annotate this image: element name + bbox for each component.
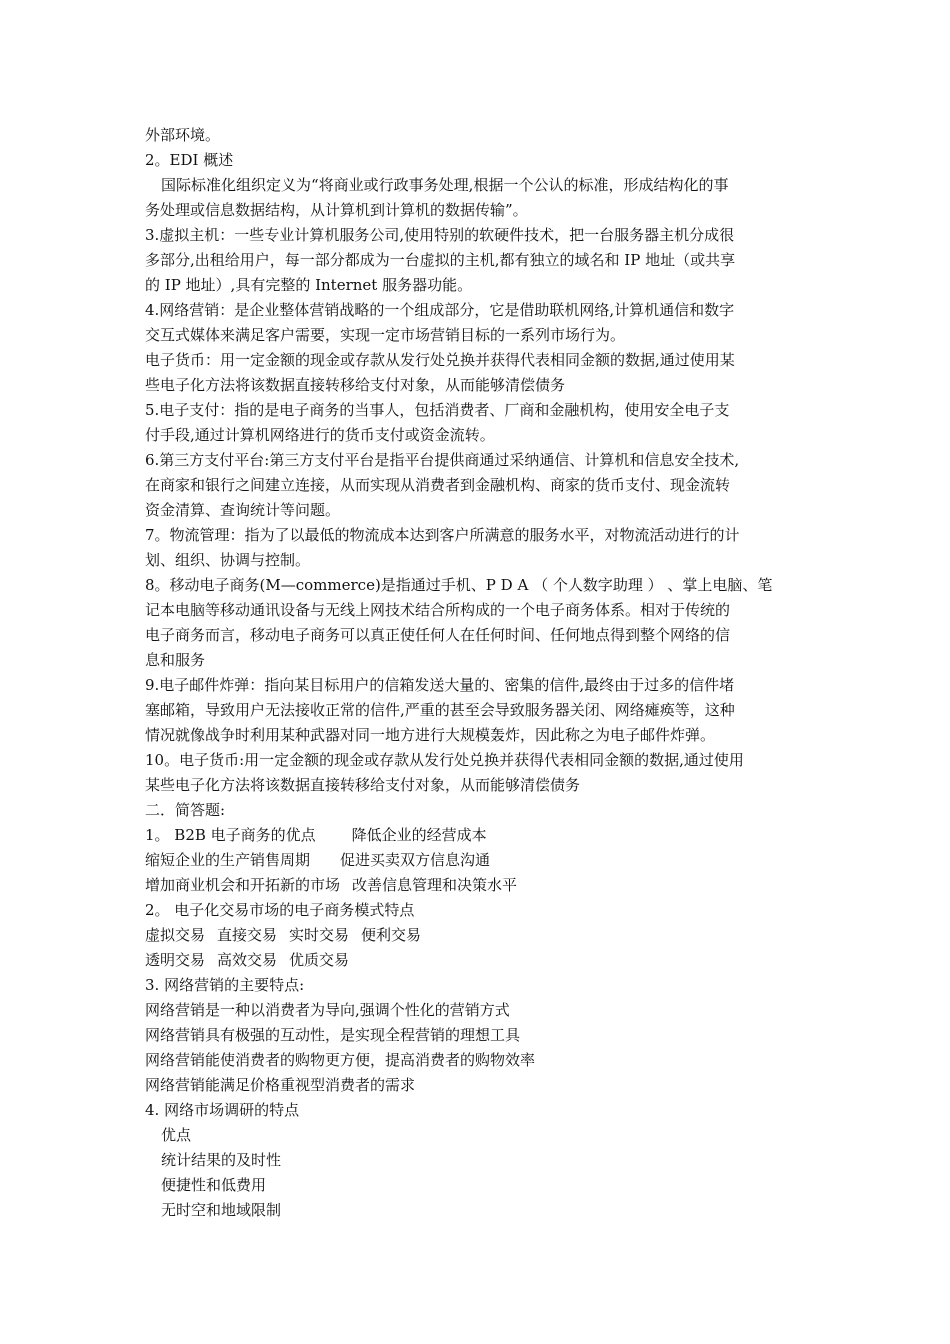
section-heading: 二．简答题: <box>145 801 226 819</box>
text-line: 某些电子化方法将该数据直接转移给支付对象，从而能够清偿债务 <box>145 776 581 794</box>
q4-item: 优点 <box>161 1126 192 1144</box>
text-line: 5.电子支付：指的是电子商务的当事人，包括消费者、厂商和金融机构，使用安全电子支 <box>145 401 730 419</box>
document-page <box>145 123 810 1223</box>
text-line: 划、组织、协调与控制。 <box>145 551 311 569</box>
q2-item: 优质交易 <box>289 951 350 969</box>
q2-item: 直接交易 <box>217 926 278 944</box>
q4-title: 4. 网络市场调研的特点 <box>145 1101 300 1119</box>
text-line: 情况就像战争时利用某种武器对同一地方进行大规模轰炸，因此称之为电子邮件炸弹。 <box>145 726 716 744</box>
q2-item: 便利交易 <box>361 926 422 944</box>
q2-item: 虚拟交易 <box>145 926 206 944</box>
text-line: 务处理或信息数据结构，从计算机到计算机的数据传输”。 <box>145 201 528 219</box>
q1-point: 降低企业的经营成本 <box>351 826 487 844</box>
text-line: 资金清算、查询统计等问题。 <box>145 501 341 519</box>
text-line: 4.网络营销：是企业整体营销战略的一个组成部分，它是借助联机网络,计算机通信和数字 <box>145 301 735 319</box>
text-line: 多部分,出租给用户，每一部分都成为一台虚拟的主机,都有独立的域名和 IP 地址（或共享 <box>145 251 736 269</box>
q4-item: 统计结果的及时性 <box>161 1151 282 1169</box>
q1-point: 促进买卖双方信息沟通 <box>340 851 491 869</box>
section-heading: 2。EDI 概述 <box>145 151 234 169</box>
q4-item: 无时空和地域限制 <box>161 1201 282 1219</box>
text-line: 记本电脑等移动通讯设备与无线上网技术结合所构成的一个电子商务体系。相对于传统的 <box>145 601 731 619</box>
text-line: 10。电子货币:用一定金额的现金或存款从发行处兑换并获得代表相同金额的数据,通过使用 <box>145 751 744 769</box>
q2-item: 透明交易 <box>145 951 206 969</box>
text-line: 国际标准化组织定义为“将商业或行政事务处理,根据一个公认的标准，形成结构化的事 <box>161 176 729 194</box>
q2-row <box>145 923 810 948</box>
text-line: 交互式媒体来满足客户需要，实现一定市场营销目标的一系列市场行为。 <box>145 326 626 344</box>
text-line: 电子货币：用一定金额的现金或存款从发行处兑换并获得代表相同金额的数据,通过使用某 <box>145 351 735 369</box>
text-line: 在商家和银行之间建立连接，从而实现从消费者到金融机构、商家的货币支付、现金流转 <box>145 476 731 494</box>
text-line: 些电子化方法将该数据直接转移给支付对象，从而能够清偿债务 <box>145 376 566 394</box>
q3-title: 3. 网络营销的主要特点: <box>145 976 305 994</box>
text-line: 息和服务 <box>145 651 206 669</box>
text-line: 8。移动电子商务(M—commerce)是指通过手机、P D A （ 个人数字助理 ） 、掌上电脑、笔 <box>145 576 773 594</box>
text-line: 9.电子邮件炸弹：指向某目标用户的信箱发送大量的、密集的信件,最终由于过多的信件堵 <box>145 676 735 694</box>
q3-item: 网络营销能使消费者的购物更方便，提高消费者的购物效率 <box>145 1051 536 1069</box>
text-line: 的 IP 地址）,具有完整的 Internet 服务器功能。 <box>145 276 473 294</box>
q2-item: 高效交易 <box>217 951 278 969</box>
q2-title: 2。 电子化交易市场的电子商务模式特点 <box>145 901 415 919</box>
text-line: 3.虚拟主机：一些专业计算机服务公司,使用特别的软硬件技术，把一台服务器主机分成很 <box>145 226 735 244</box>
text-line: 7。物流管理：指为了以最低的物流成本达到客户所满意的服务水平，对物流活动进行的计 <box>145 526 740 544</box>
q2-row <box>145 948 810 973</box>
text-line: 付手段,通过计算机网络进行的货币支付或资金流转。 <box>145 426 495 444</box>
q1-point: 缩短企业的生产销售周期 <box>145 851 311 869</box>
q3-item: 网络营销能满足价格重视型消费者的需求 <box>145 1076 416 1094</box>
text-line: 6.第三方支付平台:第三方支付平台是指平台提供商通过采纳通信、计算机和信息安全技术, <box>145 451 740 469</box>
q1-line <box>145 848 810 873</box>
text-line: 电子商务而言，移动电子商务可以真正使任何人在任何时间、任何地点得到整个网络的信 <box>145 626 731 644</box>
q2-item: 实时交易 <box>289 926 350 944</box>
q4-item: 便捷性和低费用 <box>161 1176 267 1194</box>
text-line: 外部环境。 <box>145 126 221 144</box>
text-line: 塞邮箱，导致用户无法接收正常的信件,严重的甚至会导致服务器关闭、网络瘫痪等，这种 <box>145 701 735 719</box>
q3-item: 网络营销具有极强的互动性，是实现全程营销的理想工具 <box>145 1026 521 1044</box>
q1-point: 改善信息管理和决策水平 <box>352 876 518 894</box>
q1-title: 1。 B2B 电子商务的优点 <box>145 826 316 844</box>
q1-point: 增加商业机会和开拓新的市场 <box>145 876 341 894</box>
q1-line <box>145 823 810 848</box>
q1-line <box>145 873 810 898</box>
q3-item: 网络营销是一种以消费者为导向,强调个性化的营销方式 <box>145 1001 510 1019</box>
